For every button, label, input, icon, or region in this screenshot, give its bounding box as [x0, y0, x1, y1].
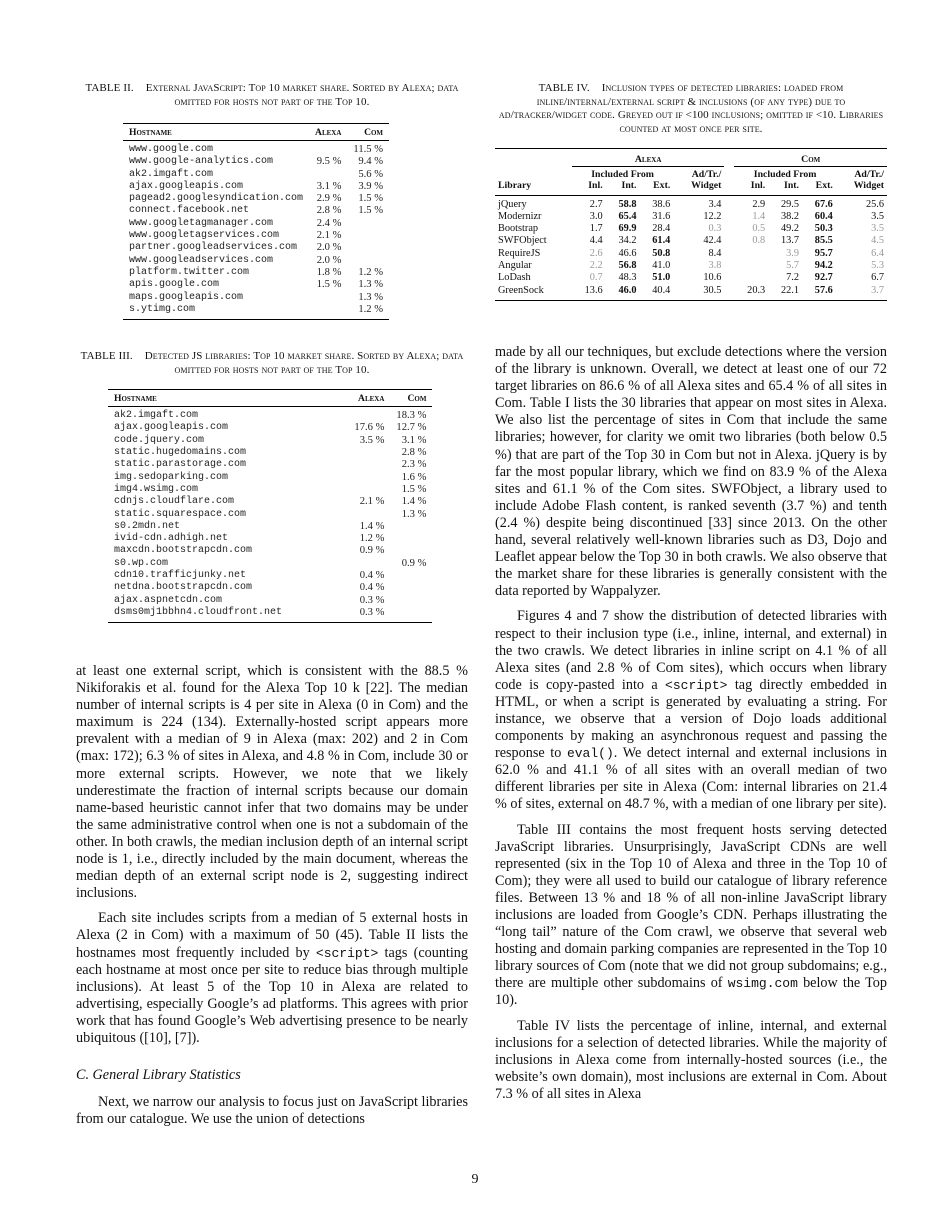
table4-library-name: jQuery [498, 198, 527, 210]
table4-spacer [724, 223, 734, 235]
table2-cell: 5.6 % [358, 168, 384, 180]
table4 [495, 148, 887, 301]
table4-cell: 1.7 [589, 223, 603, 235]
table4-col-com-int: Int. [784, 180, 800, 191]
table4-cell: 2.2 [589, 259, 603, 271]
table4-cell: 5.3 [871, 259, 884, 271]
table4-cell: 40.4 [652, 284, 671, 296]
table2-cell: 1.2 % [358, 303, 384, 315]
table3-cell: s0.wp.com [114, 557, 169, 569]
table3-cell [390, 545, 432, 557]
page-number: 9 [471, 1172, 479, 1187]
table4-spacer [724, 211, 734, 223]
table4-spacer [724, 260, 734, 272]
table4-cell: 38.2 [780, 210, 800, 222]
table3-row [108, 496, 432, 508]
table3-row [108, 435, 432, 447]
table2-caption-text: External JavaScript: Top 10 market share. Sorted by Alexa; data omitted for hosts not part of the Top 10. [145, 82, 459, 108]
table4-library-name: Bootstrap [498, 223, 539, 235]
table4-row [495, 248, 887, 260]
left-paragraph-3: Next, we narrow our analysis to focus just on JavaScript libraries from our catalogue. We use the union of detections [76, 1094, 468, 1128]
table2-cell: s.ytimg.com [129, 303, 196, 315]
table4-cell: 3.9 [786, 247, 800, 259]
table4-cell: 67.6 [814, 198, 833, 210]
table3-cell [390, 521, 432, 533]
table4-library-name: Angular [498, 259, 532, 271]
table2-cell: 1.2 % [358, 266, 384, 278]
table4-cell: 3.4 [708, 198, 722, 210]
table4-cell: 28.4 [652, 223, 671, 235]
left-text [76, 663, 468, 1128]
table4-spacer [724, 248, 734, 260]
table3-cell: 3.1 % [401, 434, 427, 446]
table3-cell: maxcdn.bootstrapcdn.com [114, 545, 253, 557]
table2-row [123, 292, 389, 304]
table2-cell: www.google.com [129, 144, 214, 155]
table3 [108, 389, 432, 623]
table4-group-com: Com [801, 154, 821, 165]
table3-cell: 1.4 % [359, 520, 385, 532]
table4-cell: 85.5 [814, 235, 833, 247]
table3-cell [288, 484, 390, 496]
table4-cell: 1.4 [752, 210, 766, 222]
table3-row [108, 533, 432, 545]
table4-cell: 0.5 [752, 223, 766, 235]
table3-caption [76, 350, 468, 377]
table2-cell: 1.5 % [358, 205, 384, 217]
table2-row [123, 181, 389, 193]
table3-row [108, 545, 432, 557]
right-p3-text-a: Table III contains the most frequent hosts serving detected JavaScript libraries. Unsurprisingly, JavaScript CDNs are well represented (six in the Top 10 of Alexa and three in the Top 10 of Com); they were all used to build our catalogue of library reference files. Between 13 % and 18 % of all non-inline JavaScript library inclusions are loaded from Google’s CDN. Perhaps illustrating the “long tail” nature of the Com crawl, we observe that several web hosting and domain parking companies are represented in the Top 10 library sources of Com (note that we did not group subdomains; e.g., there are multiple other subdomains of [495, 821, 887, 992]
table4-col-com-ext: Ext. [815, 180, 833, 191]
table4-spacer [724, 272, 734, 284]
table4-cell: 50.8 [652, 247, 671, 259]
table4-cell: 2.6 [589, 247, 603, 259]
table2-row [123, 230, 389, 242]
table3-cell: 18.3 % [396, 410, 427, 422]
table2-cell: 3.1 % [316, 180, 342, 192]
table3-row [108, 582, 432, 594]
table4-cell: 41.0 [652, 259, 671, 271]
table2-row [123, 205, 389, 217]
table4-cell: 57.6 [814, 284, 833, 296]
table3-cell: 0.4 % [359, 582, 385, 594]
right-paragraph-1: made by all our techniques, but exclude detections where the version of the library is unknown. Overall, we detect at least one of our 72 target libraries on 86.6 % of all Alexa sites and 65.4 % of all sites in Com. Table I lists the 30 libraries that appear on most sites in Alexa. We also list the percentage of sites in Com that include the same libraries; however, for clarity we omit two libraries (both below 0.5 %) that are part of the Top 30 in Com but not in Alexa. jQuery is by far the most popular library, which we find on 83.9 % of the Alexa sites and 61.1 % of the Com sites. SWFObject, a library used to include Adobe Flash content, is ranked seventh (3.7 %) and tenth (2.4 %) despite being discontinued [33] since 2013. On the other hand, several relatively well-known libraries such as D3, Dojo and Leaflet appear below the Top 30 in both crawls. We also observe that the market share for these libraries is generally consistent with the data reported by Wappalyzer. [495, 344, 887, 600]
table3-cell: 0.3 % [359, 594, 385, 606]
table2-cell [347, 218, 389, 230]
table4-col-library: Library [498, 180, 532, 191]
left-p2-text-a: Each site includes scripts from a median of 5 external hosts in Alexa (2 in Com) with a maximum of 50 (45). Table II lists the hostnames most frequently included by [76, 910, 468, 961]
table3-cell: img.sedoparking.com [114, 471, 229, 483]
table4-cell: 25.6 [865, 198, 884, 210]
table2-cell: www.google-analytics.com [129, 156, 274, 168]
right-p3-code: wsimg.com [727, 976, 798, 992]
right-p2-text-a: Figures 4 and 7 show the distribution of detected libraries with respect to their inclusion type (i.e., inline, internal, and external) in the two crawls. We detect libraries in inline script on 4.1 % of all Alexa sites (and 2.8 % of Com sites), which occurs when library code is copy-pasted into a [495, 608, 887, 693]
table3-cell: 0.3 % [359, 606, 385, 618]
table2-cell: 9.4 % [358, 156, 384, 168]
table2-cell [309, 292, 347, 304]
right-paragraph-3 [495, 822, 887, 1010]
table4-cell: 22.1 [780, 284, 800, 296]
table4-cell: 92.7 [814, 272, 833, 284]
right-p2-text-b: tag directly embedded in HTML, or when a script is generated by evaluating a string. For instance, we observe that a version of Dojo loads additional components by making an asynchronous request and passing the response to [495, 676, 887, 762]
table2-row [123, 255, 389, 267]
table4-cell: 0.8 [752, 235, 766, 247]
table4-cell: 42.4 [703, 235, 722, 247]
table4-col-alexa-inl: Inl. [588, 180, 603, 191]
table2-cell: platform.twitter.com [129, 266, 250, 278]
table4-cell [734, 272, 768, 284]
table4-cell: 10.6 [703, 272, 722, 284]
table3-cell [288, 472, 390, 484]
table3-cell: 1.6 % [401, 471, 427, 483]
table4-label: TABLE IV. [538, 82, 590, 94]
table4-cell: 4.4 [589, 235, 603, 247]
table2-cell: ak2.imgaft.com [129, 168, 214, 180]
left-p2-code: <script> [315, 945, 379, 961]
table4-cell: 94.2 [814, 259, 833, 271]
table4-cell: 69.9 [618, 223, 637, 235]
table2-cell: 2.8 % [316, 205, 342, 217]
table4-cell: 7.2 [786, 272, 800, 284]
table3-row [108, 472, 432, 484]
table4-library-name: SWFObject [498, 235, 547, 247]
left-paragraph-1: at least one external script, which is consistent with the 88.5 % Nikiforakis et al. found for the Alexa Top 10 k [22]. The median number of internal scripts is 4 per site in Alexa (0 in Com) and the maximum is 224 (134). Externally-hosted script appears more prevalent with a median of 9 in Alexa (max: 202) and 2 in Com (max: 172); 6.3 % of sites in Alexa, and 4.8 % in Com, include 30 or more external scripts. However, we note that we likely underestimate the fraction of internal scripts because our domain name-based heuristic cannot infer that two domains may be under the same administrative control when one is not a subdomain of the other. In both crawls, the median inclusion depth of an internal script node is 1, i.e., directly included by the main document, whereas the median depth of an external script node is 2, suggesting indirect inclusions. [76, 663, 468, 902]
table4-cell: 0.3 [708, 223, 722, 235]
table2-cell: partner.googleadservices.com [129, 242, 298, 254]
table4-cell: 29.5 [780, 198, 800, 210]
table2-cell: 1.3 % [358, 279, 384, 291]
table4-cell: 3.5 [871, 223, 884, 235]
table3-cell: s0.2mdn.net [114, 520, 181, 532]
table2 [123, 123, 389, 320]
table3-cell [288, 558, 390, 570]
right-p3-text-b: below the Top 10). [495, 975, 887, 1009]
table4-cell [734, 248, 768, 260]
table4-cell: 31.6 [652, 210, 671, 222]
right-paragraph-4: Table IV lists the percentage of inline, internal, and external inclusions for a selection of detected libraries. While the majority of inclusions in Alexa come from internally-hosted sources (i.e., the website’s own domain), most inclusions are external in Com. About 7.3 % of all sites in Alexa [495, 1017, 887, 1102]
table4-spacer [724, 285, 734, 301]
table2-cell: 3.9 % [358, 180, 384, 192]
table4-cell: 2.7 [589, 198, 603, 210]
table4-spacer [724, 235, 734, 247]
table4-cell: 95.7 [814, 247, 833, 259]
table3-caption-text: Detected JS libraries: Top 10 market share. Sorted by Alexa; data omitted for hosts not part of the Top 10. [144, 350, 464, 376]
table3-cell: 2.8 % [401, 447, 427, 459]
table4-cell: 2.9 [752, 198, 766, 210]
table4-cell: 46.0 [618, 284, 637, 296]
table3-cell [288, 459, 390, 471]
table3-cell: dsms0mj1bbhn4.cloudfront.net [114, 606, 283, 618]
table2-cell: 1.3 % [358, 291, 384, 303]
table4-row [495, 272, 887, 284]
table2-caption [76, 82, 468, 109]
table2-cell: 11.5 % [353, 144, 384, 155]
table4-col-alexa-widget: Widget [691, 180, 722, 191]
table4-row [495, 195, 887, 211]
table4-cell: 48.3 [618, 272, 637, 284]
table4-cell: 46.6 [618, 247, 637, 259]
table3-cell: static.hugedomains.com [114, 447, 247, 459]
table2-cell: apis.google.com [129, 279, 220, 291]
table3-cell: netdna.bootstrapcdn.com [114, 582, 253, 594]
table2-row [123, 267, 389, 279]
table2-cell: 2.4 % [316, 217, 342, 229]
table4-library-name: GreenSock [498, 284, 544, 296]
table4-cell: 49.2 [780, 223, 800, 235]
table3-cell: ajax.aspnetcdn.com [114, 594, 223, 606]
table3-cell: cdn10.trafficjunky.net [114, 570, 247, 582]
table2-cell: www.googletagmanager.com [129, 217, 274, 229]
table4-cell: 30.5 [703, 284, 722, 296]
table2-cell: www.googletagservices.com [129, 230, 280, 242]
right-p2-text-c: . We detect internal and external inclusions in 62.0 % and 41.1 % of all sites with an overall median of two different libraries per site in Alexa (Com: internal libraries on 21.4 % of sites, external on 48.7 %, with a median of one library per site). [495, 745, 887, 813]
table2-cell [347, 255, 389, 267]
table3-header-com: Com [407, 393, 427, 405]
table3-cell: 0.4 % [359, 570, 385, 582]
table3-cell: 1.2 % [359, 533, 385, 545]
table4-cell [734, 260, 768, 272]
right-p2-code-eval: eval() [566, 746, 614, 762]
table3-row [108, 595, 432, 607]
section-heading: C. General Library Statistics [76, 1067, 241, 1084]
table4-alexa-included-from: Included From [572, 166, 673, 180]
table4-cell: 50.3 [814, 223, 833, 235]
table2-cell [309, 141, 347, 157]
table3-header-alexa: Alexa [358, 393, 385, 405]
table2-cell: www.googleadservices.com [129, 254, 274, 266]
table2-cell: connect.facebook.net [129, 205, 250, 217]
table2-label: TABLE II. [85, 82, 134, 94]
table3-row [108, 509, 432, 521]
table4-cell: 65.4 [618, 210, 637, 222]
table2-cell: 2.9 % [316, 193, 342, 205]
table2-cell: 2.0 % [316, 254, 342, 266]
table2-cell: 1.5 % [316, 279, 342, 291]
table3-header-hostname: Hostname [114, 393, 157, 405]
table2-row [123, 141, 389, 157]
table4-cell: 56.8 [618, 259, 637, 271]
table4-cell: 20.3 [747, 284, 766, 296]
table3-cell [390, 595, 432, 607]
table2-row [123, 304, 389, 320]
table4-cell: 13.6 [584, 284, 603, 296]
table2-row [123, 193, 389, 205]
table2-cell: maps.googleapis.com [129, 291, 244, 303]
table2-cell [347, 230, 389, 242]
table2-cell: pagead2.googlesyndication.com [129, 193, 304, 205]
table4-cell: 61.4 [652, 235, 671, 247]
left-paragraph-2 [76, 910, 468, 1047]
table3-cell [288, 447, 390, 459]
table3-cell: 0.9 % [359, 545, 385, 557]
table4-cell: 5.7 [786, 259, 800, 271]
table4-group-alexa: Alexa [634, 154, 662, 165]
table3-row [108, 607, 432, 623]
table3-cell: 12.7 % [396, 422, 427, 434]
table4-cell: 6.7 [871, 272, 884, 284]
table3-cell: code.jquery.com [114, 434, 205, 446]
table3-cell [288, 407, 390, 423]
table3-cell: 1.5 % [401, 483, 427, 495]
table2-header-com: Com [364, 127, 384, 138]
table3-cell: 1.4 % [401, 496, 427, 508]
table3-cell: 2.1 % [359, 496, 385, 508]
table4-caption-text: Inclusion types of detected libraries: loaded from inline/internal/external script & inclusions (of any type) due to ad/tracker/widget code. Greyed out if <100 inclusions; omitted if <10. Libraries counted at most once per site. [498, 82, 884, 135]
right-column [495, 82, 887, 301]
table2-cell: 2.1 % [316, 230, 342, 242]
table4-com-included-from: Included From [734, 166, 835, 180]
table4-cell: 6.4 [871, 247, 884, 259]
table3-label: TABLE III. [80, 350, 133, 363]
right-text [495, 344, 887, 1103]
table2-cell [347, 242, 389, 254]
table4-cell: 38.6 [652, 198, 671, 210]
table2-header-alexa: Alexa [315, 127, 342, 138]
table4-cell: 4.5 [871, 235, 884, 247]
table3-cell: 17.6 % [354, 422, 385, 434]
table3-row [108, 422, 432, 434]
table4-row [495, 211, 887, 223]
table3-cell [390, 570, 432, 582]
table4-cell: 3.7 [871, 284, 884, 296]
table4-cell: 34.2 [618, 235, 637, 247]
table4-row [495, 235, 887, 247]
table4-row [495, 285, 887, 301]
table3-cell: 2.3 % [401, 459, 427, 471]
table2-cell: 1.5 % [358, 193, 384, 205]
table2-row [123, 169, 389, 181]
table2-cell: 9.5 % [316, 156, 342, 168]
table4-col-alexa-int: Int. [621, 180, 637, 191]
table3-cell: ajax.googleapis.com [114, 422, 229, 434]
table3-cell: static.squarespace.com [114, 508, 247, 520]
table4-library-name: RequireJS [498, 247, 541, 259]
table2-cell: ajax.googleapis.com [129, 180, 244, 192]
table2-cell: 1.8 % [316, 266, 342, 278]
table3-cell: ak2.imgaft.com [114, 410, 199, 422]
table4-caption [495, 82, 887, 136]
table3-cell: 3.5 % [359, 434, 385, 446]
table4-cell: 12.2 [703, 210, 722, 222]
table3-cell: ivid-cdn.adhigh.net [114, 533, 229, 545]
right-paragraph-2 [495, 608, 887, 813]
table3-row [108, 558, 432, 570]
table4-row [495, 223, 887, 235]
table4-cell: 60.4 [814, 210, 833, 222]
table3-cell [288, 509, 390, 521]
table3-cell: cdnjs.cloudflare.com [114, 496, 235, 508]
table3-cell: img4.wsimg.com [114, 483, 199, 495]
table4-library-name: Modernizr [498, 210, 542, 222]
table3-cell: 0.9 % [401, 557, 427, 569]
table4-cell: 3.0 [589, 210, 603, 222]
table2-header-hostname: Hostname [129, 127, 172, 138]
table3-row [108, 447, 432, 459]
table3-cell [390, 582, 432, 594]
table3-row [108, 459, 432, 471]
table4-alexa-adtr: Ad/Tr./ [673, 166, 724, 180]
table4-cell: 58.8 [618, 198, 637, 210]
table4-cell: 3.5 [871, 210, 884, 222]
table2-cell [309, 304, 347, 320]
right-p2-code-script: <script> [665, 677, 728, 693]
table4-col-com-widget: Widget [853, 180, 884, 191]
table3-cell [390, 533, 432, 545]
table3-cell: 1.3 % [401, 508, 427, 520]
left-column [76, 82, 468, 623]
table4-col-alexa-ext: Ext. [653, 180, 671, 191]
table4-cell: 51.0 [652, 272, 671, 284]
table4-cell: 13.7 [780, 235, 800, 247]
table4-row [495, 260, 887, 272]
table4-cell: 8.4 [708, 247, 722, 259]
table2-row [123, 156, 389, 168]
table4-spacer [724, 195, 734, 211]
table2-row [123, 242, 389, 254]
table3-row [108, 521, 432, 533]
table2-cell [309, 169, 347, 181]
table3-row [108, 484, 432, 496]
table2-row [123, 279, 389, 291]
table4-cell: 3.8 [708, 259, 722, 271]
left-p2-text-b: tags (counting each hostname at most once per site to reduce bias through multiple inclusions). At least 5 of the Top 10 in Alexa are related to advertising, especially Google’s ad platforms. This agrees with prior work that has found Google’s Web advertising presence to be nearly ubiquitous ([10], [7]). [76, 944, 468, 1046]
table3-row [108, 570, 432, 582]
table2-cell: 2.0 % [316, 242, 342, 254]
table4-library-name: LoDash [498, 272, 531, 284]
table3-row [108, 407, 432, 423]
table3-cell: static.parastorage.com [114, 459, 247, 471]
table3-cell [390, 607, 432, 623]
table4-cell: 0.7 [589, 272, 603, 284]
table4-col-com-inl: Inl. [750, 180, 766, 191]
table2-row [123, 218, 389, 230]
table4-com-adtr: Ad/Tr./ [836, 166, 887, 180]
